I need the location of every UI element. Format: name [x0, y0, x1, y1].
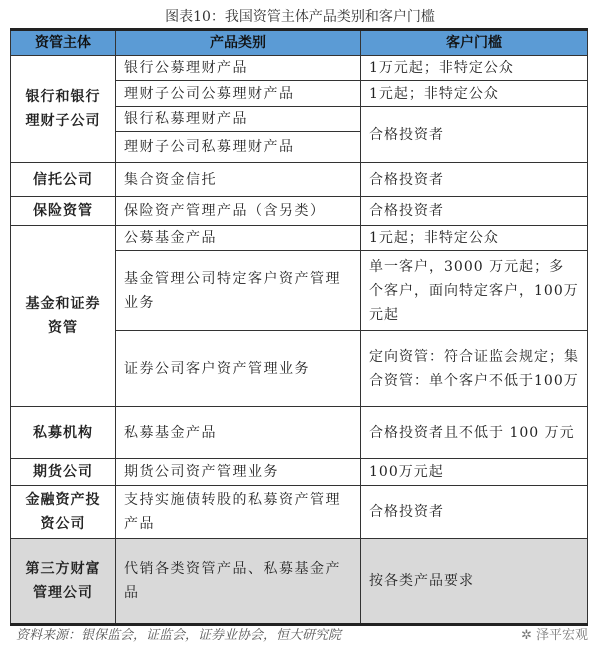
watermark-logo-icon: ✲	[520, 628, 536, 643]
product-cell: 支持实施债转股的私募资产管理产品	[116, 486, 361, 539]
table-row	[11, 486, 588, 539]
threshold-cell: 1万元起；非特定公众	[361, 56, 588, 81]
table-row	[11, 163, 588, 197]
header-entity: 资管主体	[11, 30, 116, 56]
product-cell: 理财子公司私募理财产品	[116, 132, 361, 163]
threshold-cell: 1元起；非特定公众	[361, 226, 588, 251]
header-product: 产品类别	[116, 30, 361, 56]
source-note: 资料来源：银保监会，证监会，证券业协会，恒大研究院	[16, 628, 342, 643]
threshold-cell: 100万元起	[361, 459, 588, 486]
product-cell: 代销各类资管产品、私募基金产品	[116, 539, 361, 625]
header-row	[11, 30, 588, 56]
threshold-cell: 合格投资者	[361, 107, 588, 163]
threshold-cell: 单一客户，3000 万元起；多个客户，面向特定客户，100万元起	[361, 251, 588, 331]
table-title: 图表10：我国资管主体产品类别和客户门槛	[165, 9, 435, 25]
entity-cell: 银行和银行理财子公司	[11, 56, 116, 163]
watermark-text: 泽平宏观	[535, 628, 588, 643]
threshold-cell: 合格投资者	[361, 163, 588, 197]
entity-cell: 基金和证券资管	[11, 226, 116, 407]
table-row	[11, 539, 588, 625]
watermark	[521, 624, 588, 643]
table-row	[11, 407, 588, 459]
product-cell: 公募基金产品	[116, 226, 361, 251]
product-cell: 银行私募理财产品	[116, 107, 361, 132]
threshold-cell: 合格投资者	[361, 197, 588, 226]
product-cell: 银行公募理财产品	[116, 56, 361, 81]
product-cell: 私募基金产品	[116, 407, 361, 459]
entity-cell: 第三方财富管理公司	[11, 539, 116, 625]
threshold-cell: 1元起；非特定公众	[361, 81, 588, 107]
entity-cell: 期货公司	[11, 459, 116, 486]
asset-management-table	[10, 28, 588, 626]
entity-cell: 保险资管	[11, 197, 116, 226]
product-cell: 证券公司客户资产管理业务	[116, 331, 361, 407]
product-cell: 保险资产管理产品（含另类）	[116, 197, 361, 226]
threshold-cell: 按各类产品要求	[361, 539, 588, 625]
header-threshold: 客户门槛	[361, 30, 588, 56]
threshold-cell: 定向资管：符合证监会规定；集合资管：单个客户不低于100万	[361, 331, 588, 407]
product-cell: 期货公司资产管理业务	[116, 459, 361, 486]
entity-cell: 金融资产投资公司	[11, 486, 116, 539]
table-row	[11, 56, 588, 81]
table-row	[11, 226, 588, 251]
product-cell: 基金管理公司特定客户资产管理业务	[116, 251, 361, 331]
table-row	[11, 459, 588, 486]
entity-cell: 信托公司	[11, 163, 116, 197]
threshold-cell: 合格投资者且不低于 100 万元	[361, 407, 588, 459]
table-row	[11, 197, 588, 226]
product-cell: 理财子公司公募理财产品	[116, 81, 361, 107]
product-cell: 集合资金信托	[116, 163, 361, 197]
threshold-cell: 合格投资者	[361, 486, 588, 539]
entity-cell: 私募机构	[11, 407, 116, 459]
